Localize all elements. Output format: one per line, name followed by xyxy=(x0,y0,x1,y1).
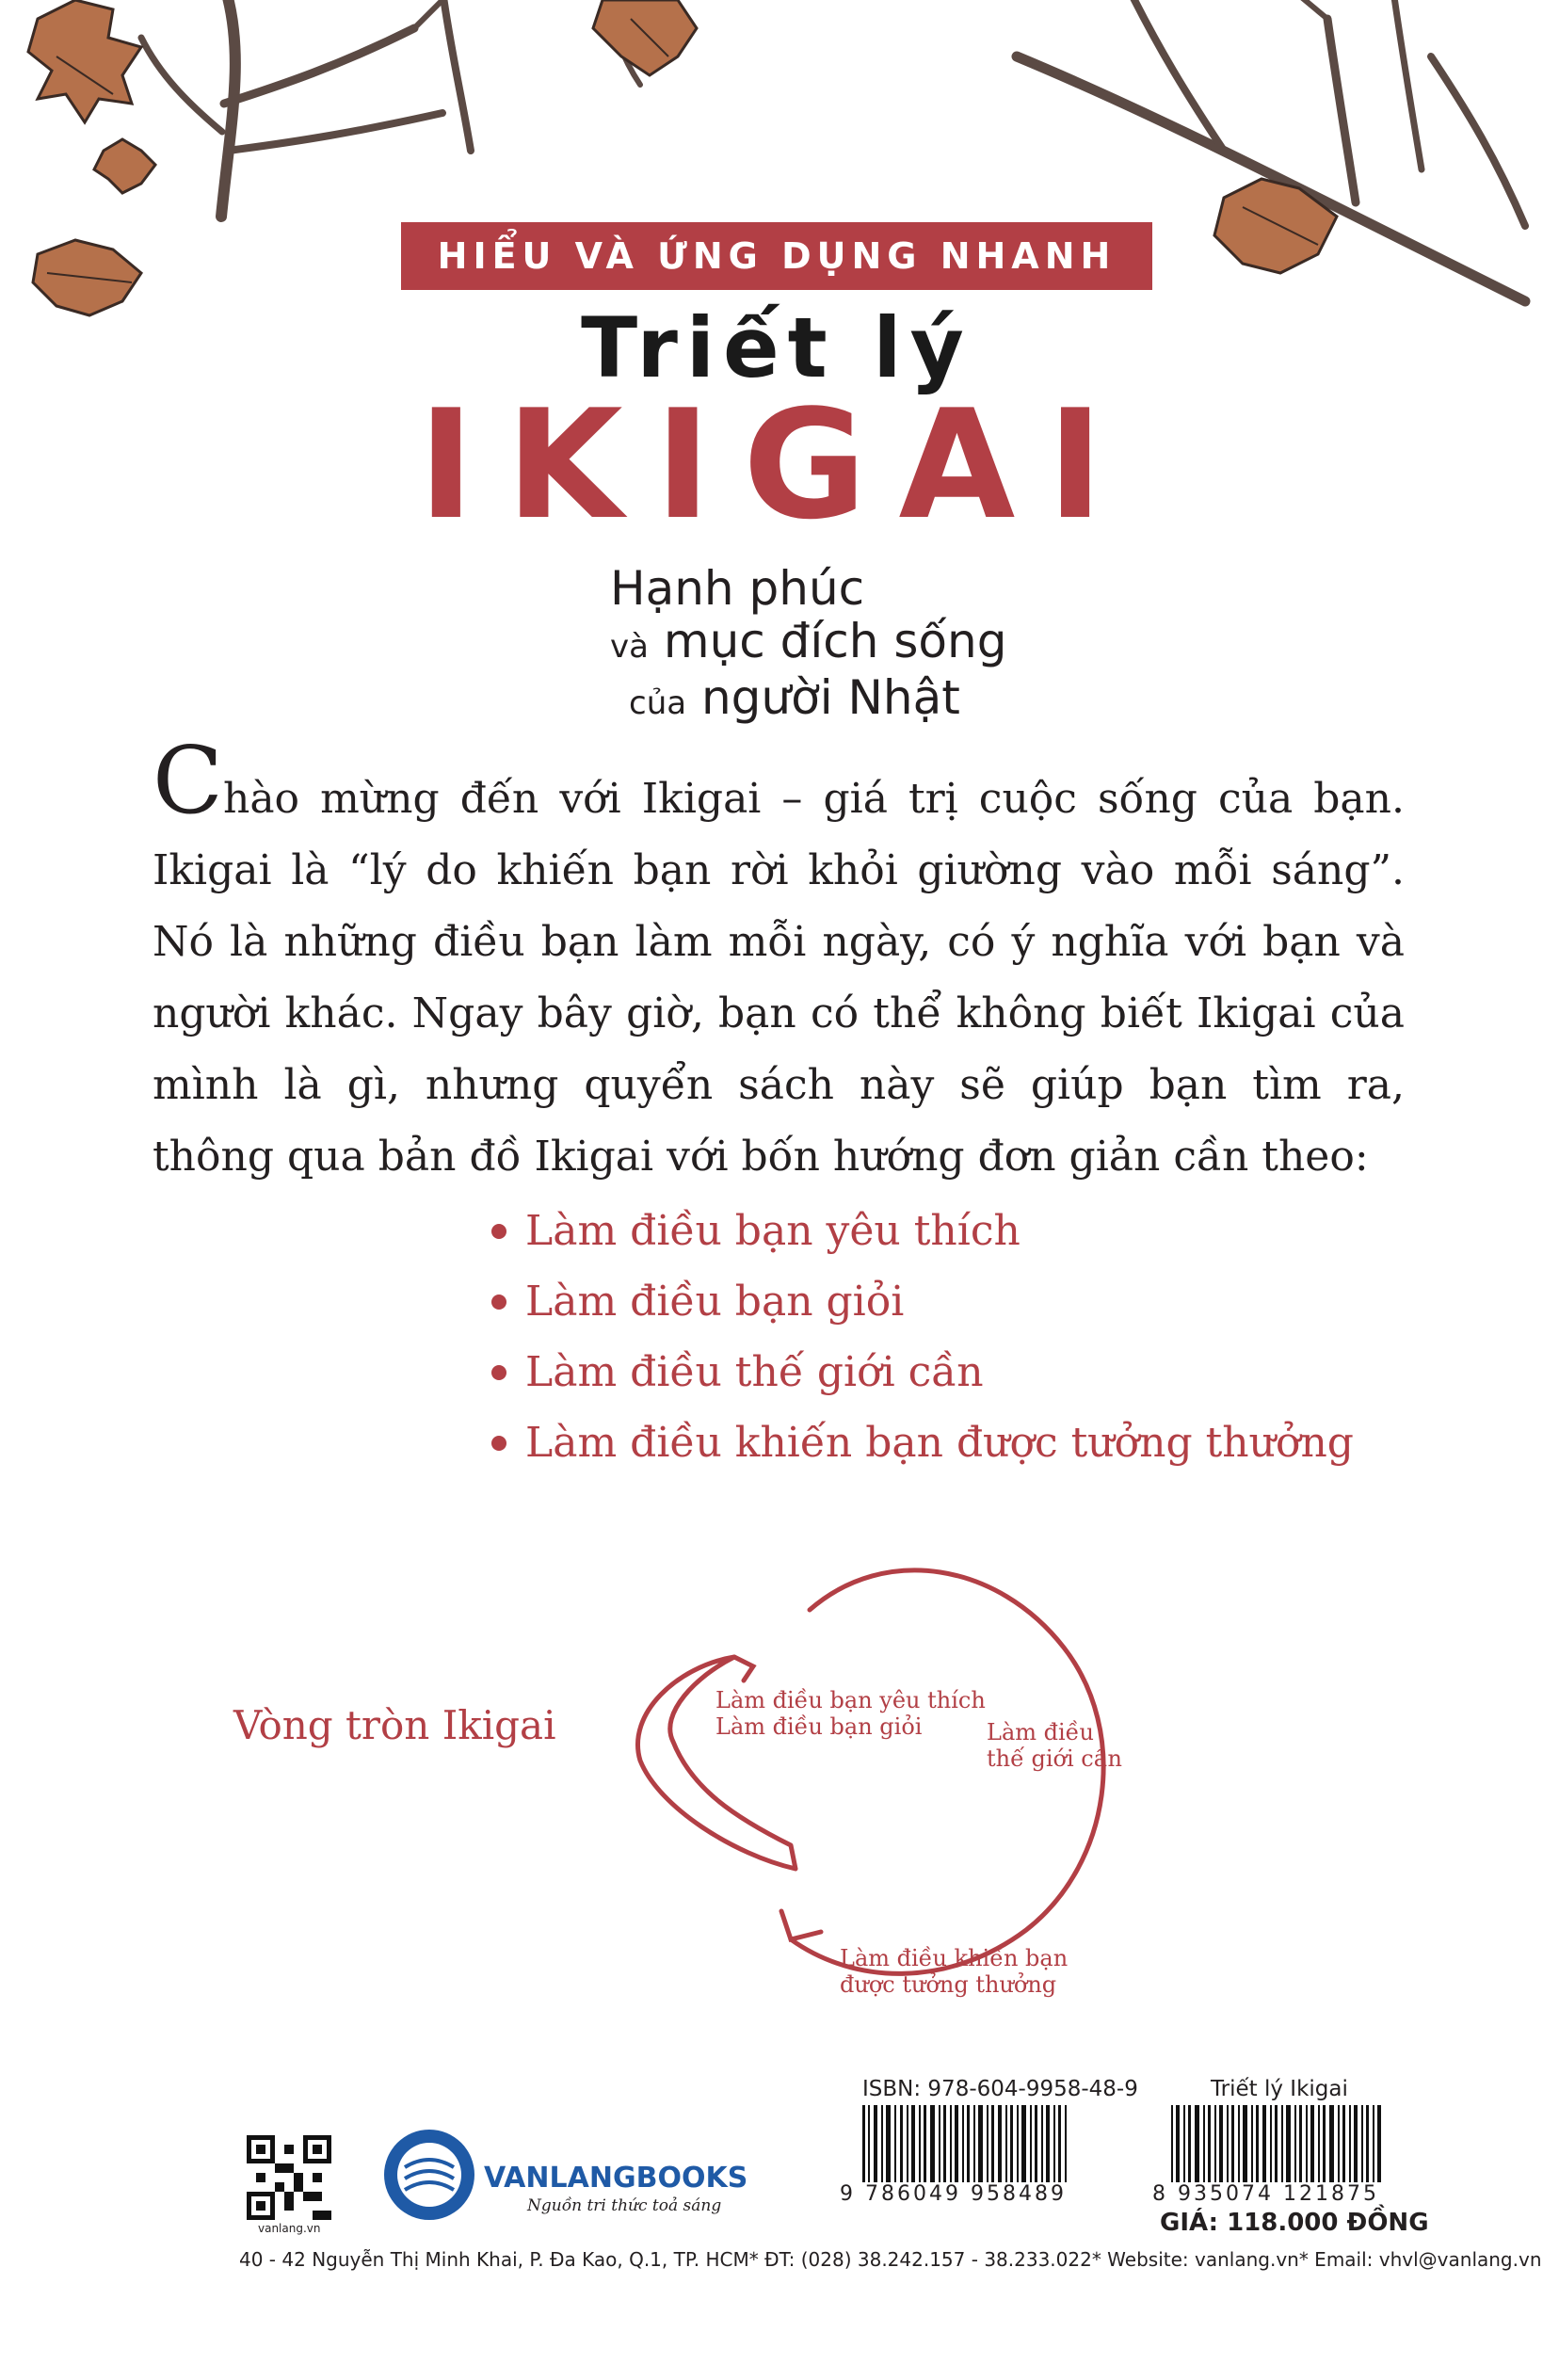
blurb-text: hào mừng đến với Ikigai – giá trị cuộc sống của bạn. Ikigai là “lý do khiến bạn rời khỏi giường vào mỗi sáng”. Nó là những điều bạn làm mỗi ngày, có ý nghĩa với bạn và người khác. Ngay bây giờ, bạn có thể không biết Ikigai của mình là gì, nhưng quyển sách này sẽ giúp bạn tìm ra, thông qua bản đồ Ikigai với bốn hướng đơn giản cần theo: xyxy=(153,775,1405,1181)
title-line-1: Triết lý xyxy=(581,299,972,396)
circle-label-world-2: thế giới cần xyxy=(987,1745,1122,1772)
circle-label-paid-2: được tưởng thưởng xyxy=(840,1971,1057,1998)
bullet-icon xyxy=(491,1295,506,1310)
vanlang-logo-icon xyxy=(380,2126,478,2224)
subtitle-line-2-small: và xyxy=(610,628,649,666)
list-item: Làm điều bạn yêu thích xyxy=(491,1196,1354,1266)
circle-arc xyxy=(791,1570,1103,1973)
brand-tagline: Nguồn tri thức toả sáng xyxy=(527,2196,722,2215)
publisher-website: * Website: vanlang.vn xyxy=(1091,2248,1299,2271)
list-item: Làm điều bạn giỏi xyxy=(491,1266,1354,1337)
title-line-2: IKIGAI xyxy=(418,377,1135,553)
subtitle-line-3 xyxy=(629,670,960,725)
qr-code-icon xyxy=(247,2135,331,2220)
isbn-label: ISBN: 978-604-9958-48-9 xyxy=(862,2077,1138,2101)
list-item: Làm điều thế giới cần xyxy=(491,1337,1354,1407)
circle-label-good: Làm điều bạn giỏi xyxy=(715,1713,923,1740)
subtitle-line-1: Hạnh phúc xyxy=(610,561,865,616)
subtitle-line-2 xyxy=(610,614,1006,668)
qr-url: vanlang.vn xyxy=(258,2222,321,2235)
isbn-barcode xyxy=(853,2105,1079,2182)
publisher-phone: * ĐT: (028) 38.242.157 - 38.233.022 xyxy=(748,2248,1092,2271)
subtitle-line-2-main: mục đích sống xyxy=(663,614,1007,668)
circle-label-world-1: Làm điều xyxy=(987,1719,1094,1745)
blurb-dropcap: C xyxy=(153,728,223,835)
back-cover-blurb xyxy=(153,728,1405,1193)
barcode-book-name: Triết lý Ikigai xyxy=(1211,2077,1348,2101)
circle-caption: Vòng tròn Ikigai xyxy=(233,1702,556,1748)
brand-name: VANLANGBOOKS xyxy=(484,2162,748,2195)
ean-barcode xyxy=(1164,2105,1390,2182)
arrow-head-icon xyxy=(781,1911,821,1939)
series-banner: HIỂU VÀ ỨNG DỤNG NHANH xyxy=(401,222,1152,290)
publisher-footer xyxy=(239,2248,1542,2271)
bullet-icon xyxy=(491,1224,506,1239)
list-item: Làm điều khiến bạn được tưởng thưởng xyxy=(491,1407,1354,1478)
ikigai-directions-list xyxy=(491,1196,1354,1478)
subtitle-line-3-main: người Nhật xyxy=(700,670,960,725)
ean-digits: 8 935074 121875 xyxy=(1152,2182,1379,2206)
bullet-icon xyxy=(491,1365,506,1380)
boomerang-tip xyxy=(734,1657,753,1680)
publisher-email: * Email: vhvl@vanlang.vn xyxy=(1298,2248,1542,2271)
bullet-icon xyxy=(491,1436,506,1451)
price-label: GIÁ: 118.000 ĐỒNG xyxy=(1160,2209,1429,2237)
publisher-address: 40 - 42 Nguyễn Thị Minh Khai, P. Đa Kao, Q.1, TP. HCM xyxy=(239,2248,749,2271)
isbn-digits: 9 786049 958489 xyxy=(840,2182,1067,2206)
circle-label-paid-1: Làm điều khiến bạn xyxy=(840,1945,1069,1971)
circle-label-love: Làm điều bạn yêu thích xyxy=(715,1687,986,1713)
subtitle-line-3-small: của xyxy=(629,684,687,722)
